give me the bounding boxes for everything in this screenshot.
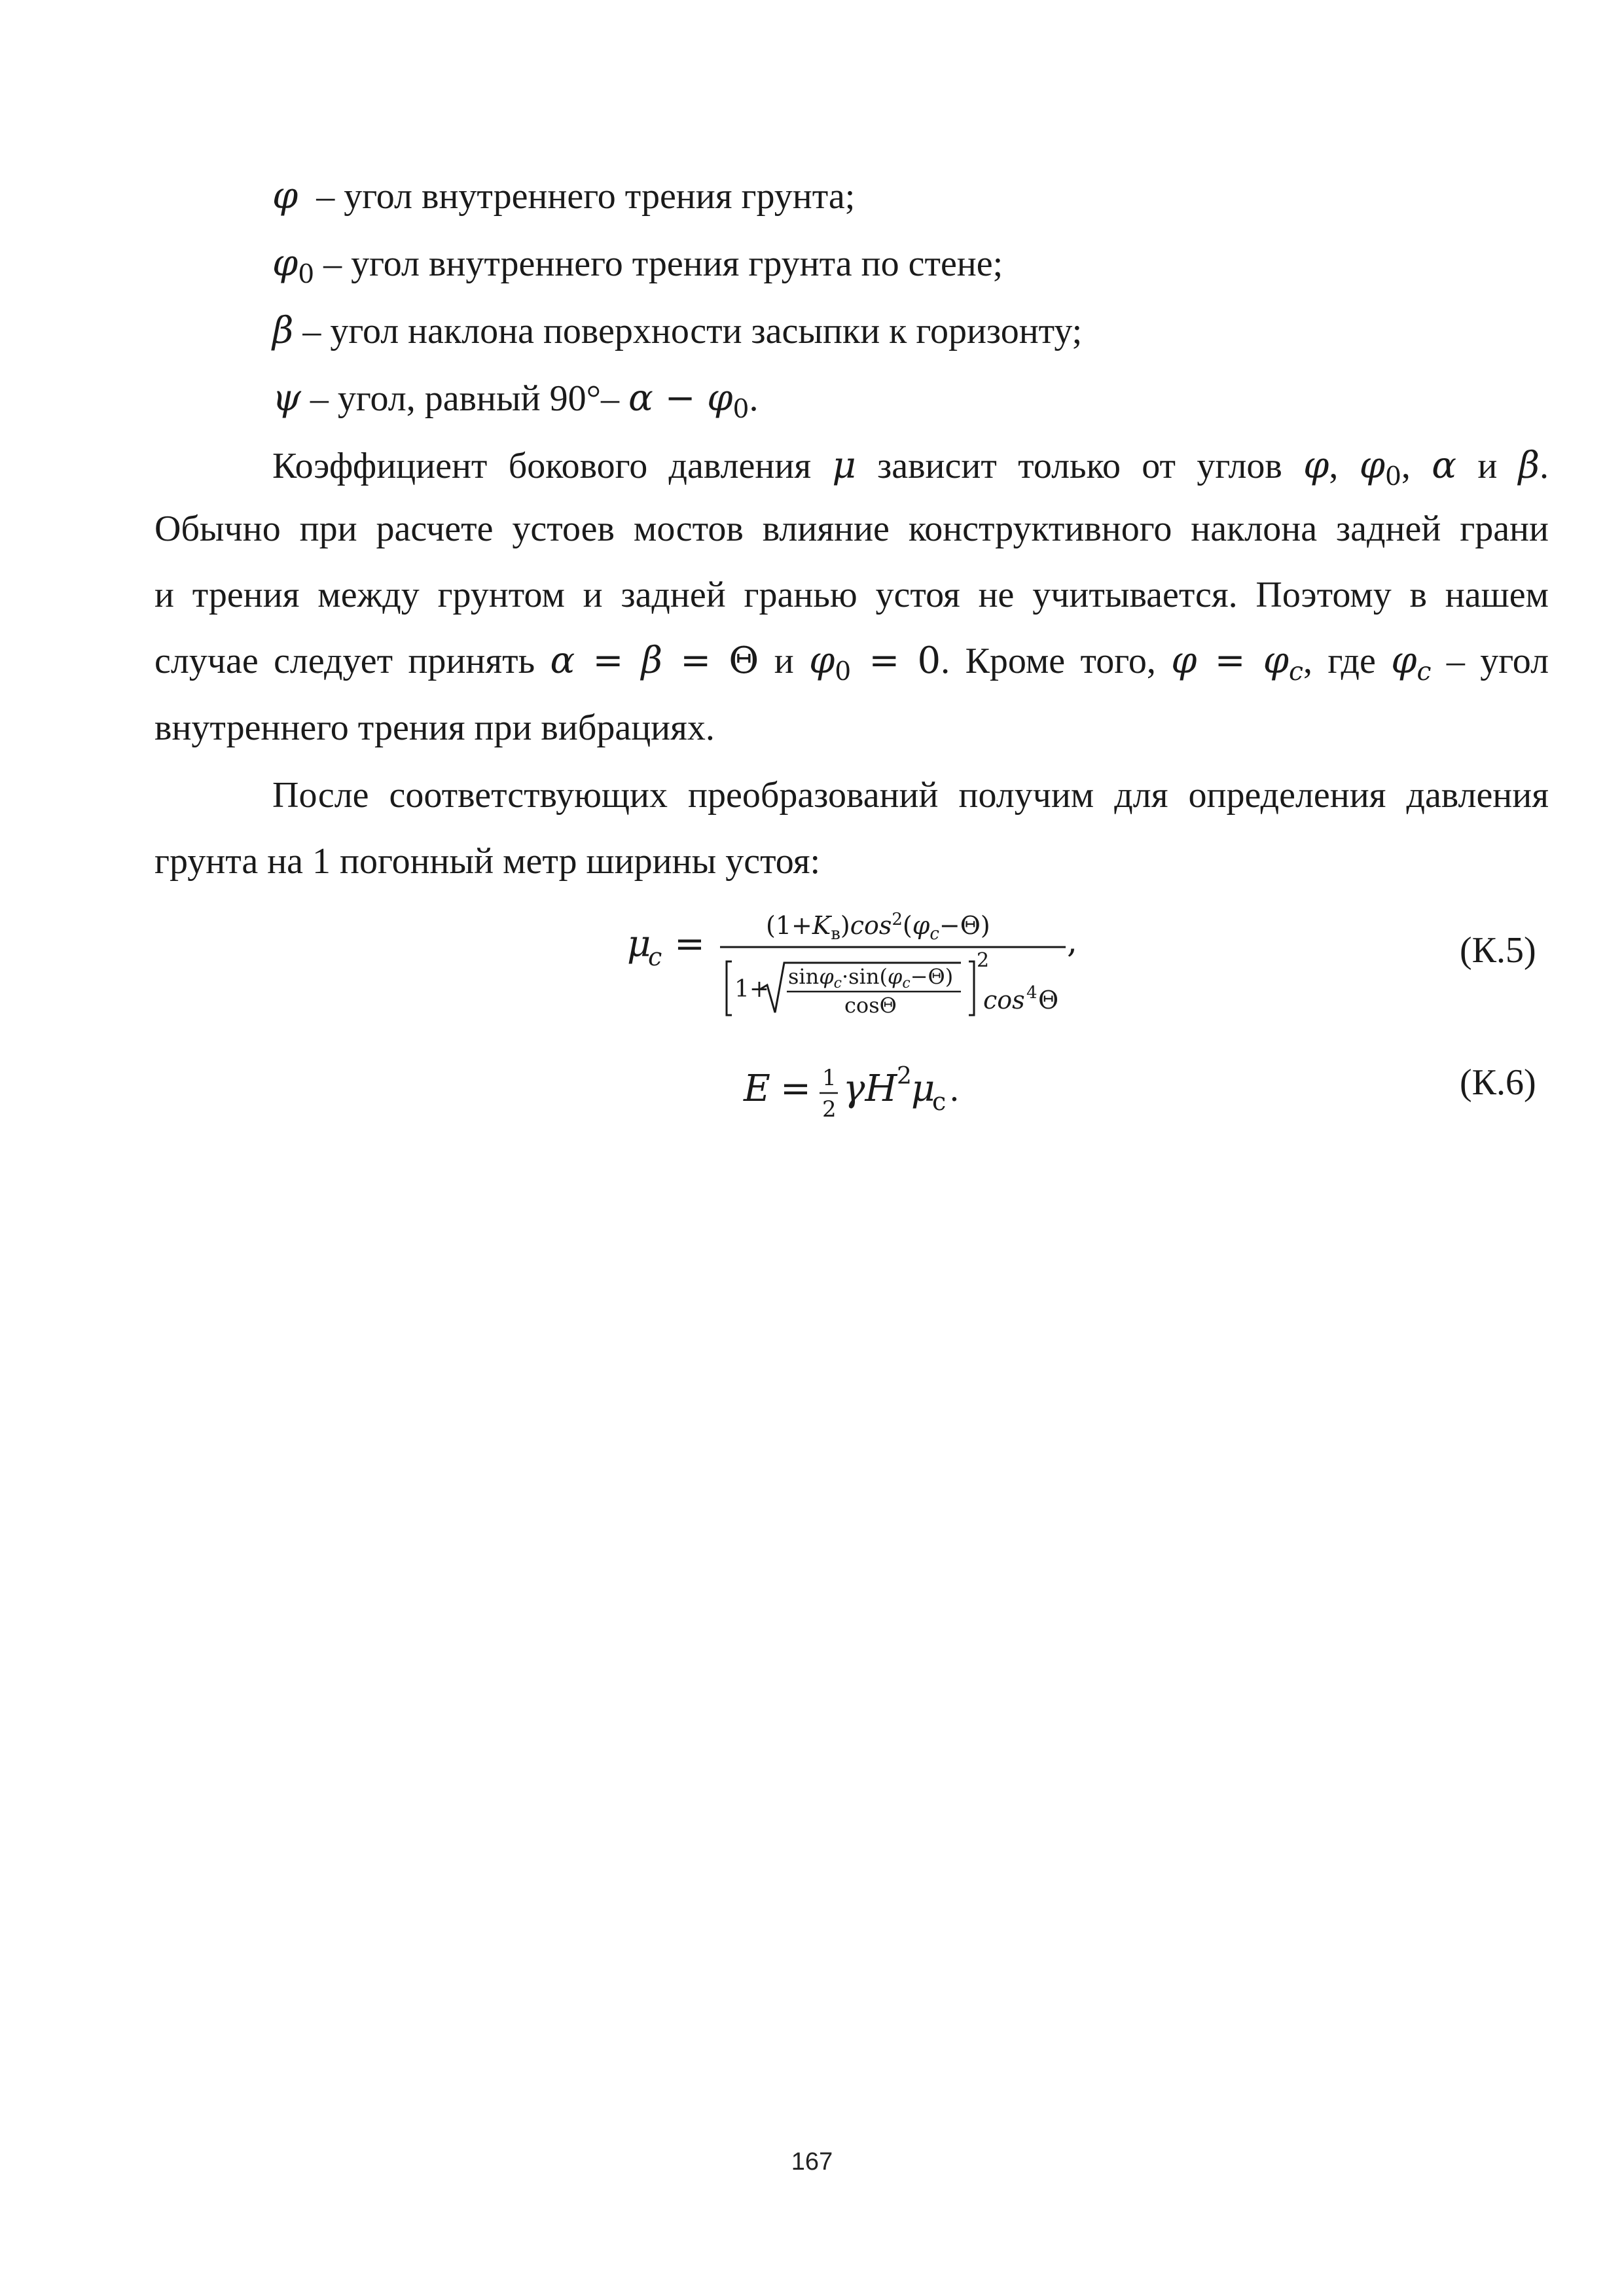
equation-number-k6: (К.6): [1460, 1062, 1536, 1103]
svg-text:4: 4: [1026, 983, 1038, 1003]
svg-text:E: E: [744, 1067, 770, 1110]
equation-k6-graphic: [740, 1047, 1001, 1139]
equation-k5: [615, 900, 1113, 1044]
svg-text:(1+Kв)cos2(φc−Θ): $(1+K_в)\cos^2(\varphi_c-\Theta)$: [766, 910, 990, 944]
paragraph-1-line-5: внутреннего трения при вибрациях.: [154, 708, 715, 748]
svg-text:μ: μ: [627, 923, 651, 965]
svg-text:=: =: [674, 923, 705, 965]
svg-text:2: 2: [897, 1063, 912, 1090]
equation-k5-graphic: [615, 900, 1113, 1044]
paragraph-1-line-1: Коэффициент бокового давления μ зависит только от углов φ, $\varphi_0$, α и β.: [272, 444, 1549, 492]
svg-text:,: ,: [1067, 922, 1077, 960]
equation-k6: [740, 1047, 1001, 1139]
svg-text:sinφc·sin(φc−Θ): sinφc·sin(φc−Θ): [788, 964, 954, 992]
paragraph-1-line-2: Обычно при расчете устоев мостов влияние конструктивного наклона задней грани: [154, 509, 1549, 549]
svg-text:2: 2: [977, 949, 990, 972]
equation-number-k5: (К.5): [1460, 930, 1536, 971]
definition-beta: β – угол наклона поверхности засыпки к горизонту;: [272, 310, 1083, 352]
page-number: 167: [791, 2148, 833, 2176]
definition-phi0: $\varphi_0$ – угол внутреннего трения грунта по стене;: [272, 242, 1003, 289]
svg-text:=: =: [780, 1067, 811, 1110]
svg-text:.: .: [949, 1071, 960, 1109]
svg-text:cosΘ: cosΘ: [844, 993, 897, 1018]
definition-psi: ψ – угол, равный 90°– $\alpha - \varphi_0$.: [272, 377, 759, 424]
svg-text:γH: γH: [843, 1067, 897, 1110]
paragraph-1-line-3: и трения между грунтом и задней гранью устоя не учитывается. Поэтому в нашем: [154, 575, 1549, 615]
paragraph-2-line-2: грунта на 1 погонный метр ширины устоя:: [154, 841, 821, 882]
definition-phi: φ – угол внутреннего трения грунта;: [272, 175, 856, 217]
paragraph-1-line-4: случае следует принять α = β = Θ и $\varphi_0 = 0$. Кроме того, $\varphi = \varphi_c$, где $\varphi_c$ – угол: [154, 639, 1549, 687]
svg-text:с: с: [932, 1087, 947, 1116]
paragraph-2-line-1: После соответствующих преобразований получим для определения давления: [272, 775, 1549, 816]
svg-text:1+: 1+: [734, 976, 770, 1003]
svg-text:μ: μ: [911, 1067, 935, 1110]
svg-text:1: 1: [822, 1065, 837, 1091]
svg-text:Θ: Θ: [1038, 986, 1059, 1014]
svg-text:c: c: [648, 942, 662, 971]
svg-text:cos: cos: [983, 986, 1025, 1014]
svg-text:2: 2: [822, 1096, 837, 1122]
